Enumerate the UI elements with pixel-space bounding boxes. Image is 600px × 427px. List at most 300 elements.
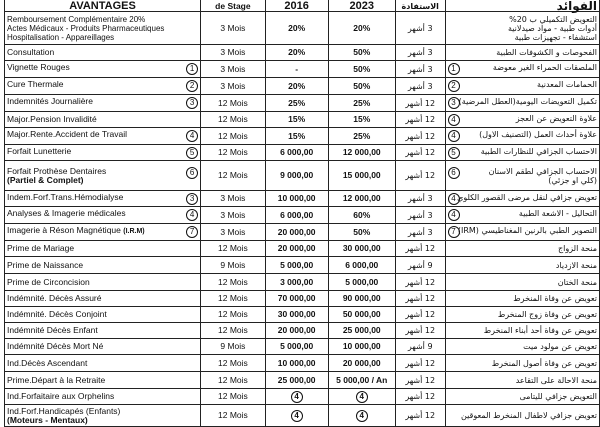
benefit-label-ar: تعويض عن وفاة أصول المنخرط — [491, 358, 597, 368]
stage-value-ar: 12 أشهر — [405, 411, 436, 420]
benefit-name-fr — [5, 12, 201, 45]
benefit-name-ar — [445, 339, 600, 355]
benefit-label-fr: Indémnité. Décès Conjoint — [7, 309, 107, 319]
benefit-name-fr — [5, 45, 201, 61]
note-badge: 1 — [448, 63, 460, 75]
value-2016 — [265, 355, 328, 372]
stage-cell — [201, 372, 266, 389]
value-2023 — [328, 291, 395, 307]
note-badge: 5 — [186, 147, 198, 159]
value-2016 — [265, 241, 328, 257]
note-badge: 3 — [186, 97, 198, 109]
stage-value-ar: 9 أشهر — [407, 342, 433, 351]
value-2023 — [328, 161, 395, 191]
stage-value: 12 Mois — [218, 410, 248, 420]
table-row — [5, 389, 600, 405]
note-badge: 4 — [448, 130, 460, 142]
benefit-name-fr — [5, 61, 201, 78]
value-2016-text: 20% — [288, 22, 306, 33]
stage-cell — [201, 12, 266, 45]
note-badge: 4 — [448, 114, 460, 126]
stage-cell — [201, 241, 266, 257]
benefit-line2-fr: (Moteurs - Mentaux) — [7, 414, 88, 425]
note-badge: 6 — [448, 167, 460, 179]
benefit-label-fr: Consultation — [7, 47, 55, 57]
stage-cell-ar — [395, 78, 445, 95]
value-2023-text: 60% — [353, 209, 371, 220]
stage-value-ar: 9 أشهر — [407, 260, 433, 270]
value-2016 — [265, 372, 328, 389]
benefit-name-ar — [445, 45, 600, 61]
header-2016: 2016 — [265, 0, 328, 12]
benefit-name-ar — [445, 161, 600, 191]
stage-value: 12 Mois — [218, 391, 248, 401]
benefit-line2-ar: (كلي او جزئي) — [548, 175, 597, 185]
table-row — [5, 339, 600, 355]
table-row — [5, 161, 600, 191]
stage-value-ar: 12 أشهر — [405, 277, 436, 287]
header-2023: 2023 — [328, 0, 395, 12]
value-2016-text: 3 000,00 — [280, 276, 314, 287]
benefit-sub-fr: (I.R.M) — [123, 228, 145, 235]
benefit-name-ar — [445, 78, 600, 95]
stage-value-ar: 12 أشهر — [405, 326, 436, 335]
benefit-label-ar: تكميل التعويضات اليومية(العطل المرضية) — [458, 97, 597, 106]
benefit-label-ar: الاحتساب الجزافي للنظارات الطبية — [480, 146, 597, 156]
benefit-name-fr — [5, 145, 201, 161]
note-badge: 4 — [291, 391, 303, 403]
value-2016-text: 20 000,00 — [277, 226, 316, 237]
value-2016-text: 20 000,00 — [277, 243, 316, 253]
stage-value-ar: 3 أشهر — [407, 64, 433, 74]
benefit-label-fr: Indemnités Journalière — [7, 96, 93, 106]
value-2016-text: 5 000,00 — [280, 341, 314, 351]
value-2016-text: 10 000,00 — [277, 357, 316, 368]
stage-cell — [201, 112, 266, 128]
header-fawaid: الفوائد — [445, 0, 600, 12]
benefit-label-ar: الحمامات المعدنية — [537, 80, 597, 89]
value-2023-text: 5 000,00 / An — [336, 374, 388, 385]
stage-value-ar: 3 أشهر — [407, 81, 433, 91]
benefit-name-ar — [445, 145, 600, 161]
value-2023 — [328, 323, 395, 339]
value-2016 — [265, 274, 328, 291]
benefit-label-fr: Major.Rente.Accident de Travail — [7, 129, 128, 139]
table-row — [5, 112, 600, 128]
value-2016-text: 6 000,00 — [280, 147, 314, 157]
stage-cell-ar — [395, 307, 445, 323]
stage-value: 12 Mois — [218, 276, 248, 287]
note-badge: 4 — [448, 209, 460, 221]
benefit-label-ar: التحاليل - الاشعة الطبية — [518, 209, 597, 218]
benefit-label-fr: Prime de Circoncision — [7, 276, 90, 287]
stage-value: 12 Mois — [218, 147, 248, 157]
benefit-name-fr — [5, 291, 201, 307]
stage-cell — [201, 307, 266, 323]
value-2023 — [328, 389, 395, 405]
value-2016 — [265, 389, 328, 405]
stage-value: 3 Mois — [220, 209, 246, 220]
benefit-label-ar: تعويض عن وفاة زوج المنخرط — [497, 310, 597, 319]
stage-cell — [201, 128, 266, 145]
benefit-label-ar: منحة الازدياد — [555, 260, 597, 270]
benefit-name-fr — [5, 241, 201, 257]
value-2016 — [265, 78, 328, 95]
stage-value: 12 Mois — [218, 243, 248, 253]
table-body — [5, 0, 600, 427]
value-2016 — [265, 12, 328, 45]
benefit-label-fr: Vignette Rouges — [7, 62, 70, 72]
value-2023-text: 30 000,00 — [342, 243, 381, 253]
value-2016-text: 20 000,00 — [277, 325, 316, 335]
stage-cell — [201, 405, 266, 427]
stage-cell-ar — [395, 389, 445, 405]
value-2016 — [265, 145, 328, 161]
stage-cell-ar — [395, 45, 445, 61]
value-2016 — [265, 405, 328, 427]
stage-cell-ar — [395, 128, 445, 145]
benefit-label-ar: تعويض جزافي لاطفال المنخرط المعوقين — [461, 411, 597, 420]
benefit-label-fr: Cure Thermale — [7, 79, 64, 89]
note-badge: 4 — [356, 410, 368, 422]
stage-value: 12 Mois — [218, 374, 248, 385]
value-2016 — [265, 112, 328, 128]
benefit-name-fr — [5, 78, 201, 95]
table-row — [5, 128, 600, 145]
stage-cell — [201, 355, 266, 372]
value-2023 — [328, 61, 395, 78]
stage-cell-ar — [395, 274, 445, 291]
note-badge: 4 — [186, 130, 198, 142]
benefit-label-ar: منحة الاحالة على التقاعد — [515, 375, 597, 385]
stage-value: 12 Mois — [218, 170, 248, 180]
stage-cell-ar — [395, 323, 445, 339]
header-istifada: الاستفادة — [395, 0, 445, 12]
benefit-label-ar: تعويض عن وفاة المنخرط — [513, 294, 597, 303]
stage-value-ar: 3 أشهر — [407, 227, 433, 237]
stage-value-ar: 12 أشهر — [405, 171, 436, 180]
value-2023 — [328, 12, 395, 45]
table-row — [5, 145, 600, 161]
value-2023 — [328, 355, 395, 372]
benefit-label-ar: الفحوصات و الكشوفات الطبية — [496, 48, 597, 57]
benefit-label-fr: Remboursement Complémentaire 20% — [7, 14, 146, 24]
value-2016 — [265, 323, 328, 339]
benefit-label-fr: Forfait Prothèse Dentaires — [7, 165, 107, 176]
stage-cell-ar — [395, 95, 445, 112]
note-badge: 2 — [448, 80, 460, 92]
value-2023 — [328, 128, 395, 145]
stage-value: 3 Mois — [220, 193, 246, 203]
value-2023 — [328, 257, 395, 274]
value-2016-text: 70 000,00 — [277, 293, 316, 303]
value-2023-text: 50% — [353, 63, 371, 74]
benefit-name-fr — [5, 257, 201, 274]
value-2016 — [265, 307, 328, 323]
stage-cell — [201, 323, 266, 339]
value-2023-text: 50% — [353, 80, 371, 91]
benefit-name-ar — [445, 95, 600, 112]
stage-cell — [201, 339, 266, 355]
benefit-name-ar — [445, 372, 600, 389]
value-2016-text: 20% — [288, 80, 306, 91]
benefit-label-ar: تعويض جزافي لنقل مرضى القصور الكلوي — [457, 192, 597, 202]
stage-cell — [201, 274, 266, 291]
stage-cell — [201, 257, 266, 274]
value-2023-text: 5 000,00 — [345, 276, 379, 287]
note-badge: 5 — [448, 147, 460, 159]
benefit-label-fr: Prime.Départ à la Retraite — [7, 374, 106, 385]
table-row — [5, 12, 600, 45]
note-badge: 1 — [186, 63, 198, 75]
value-2023-text: 90 000,00 — [342, 293, 381, 303]
benefit-label-fr: Ind.Décès Ascendant — [7, 357, 88, 368]
stage-value-ar: 12 أشهر — [405, 375, 436, 385]
value-2016-text: 5 000,00 — [280, 259, 314, 270]
header-avantages: AVANTAGES — [5, 0, 201, 12]
stage-cell-ar — [395, 339, 445, 355]
value-2023 — [328, 45, 395, 61]
value-2023-text: 20% — [353, 22, 371, 33]
benefit-line2-ar: أدوات طبية - مواد صيدلانية — [507, 23, 597, 33]
benefit-label-ar: التصوير الطبي بالرنين المغناطيسي (IRM) — [457, 226, 597, 235]
value-2016 — [265, 61, 328, 78]
benefit-name-fr — [5, 307, 201, 323]
benefit-name-fr — [5, 339, 201, 355]
stage-value-ar: 12 أشهر — [405, 294, 436, 303]
stage-value-ar: 12 أشهر — [405, 98, 436, 108]
note-badge: 2 — [186, 80, 198, 92]
value-2016 — [265, 207, 328, 224]
value-2023 — [328, 95, 395, 112]
benefit-name-ar — [445, 61, 600, 78]
value-2023 — [328, 191, 395, 207]
note-badge: 4 — [448, 193, 460, 205]
benefit-line3-fr: Hospitalisation - Appareillages — [7, 32, 115, 42]
stage-cell-ar — [395, 112, 445, 128]
stage-cell-ar — [395, 405, 445, 427]
table-row — [5, 257, 600, 274]
value-2023 — [328, 372, 395, 389]
stage-cell-ar — [395, 355, 445, 372]
note-badge: 7 — [448, 226, 460, 238]
benefit-label-fr: Prime de Naissance — [7, 259, 84, 270]
stage-value: 3 Mois — [220, 226, 246, 237]
benefit-line2-fr: (Partiel & Complet) — [7, 174, 84, 185]
benefit-label-ar: منحة الزواج — [557, 244, 597, 253]
stage-value-ar: 12 أشهر — [405, 115, 436, 124]
benefit-name-fr — [5, 274, 201, 291]
value-2023-text: 25% — [353, 97, 371, 108]
benefit-name-ar — [445, 274, 600, 291]
benefit-name-fr — [5, 207, 201, 224]
benefit-name-ar — [445, 224, 600, 241]
table-row — [5, 191, 600, 207]
benefit-line2-fr: Actes Médicaux - Produits Pharmaceutiques — [7, 23, 165, 33]
benefit-name-ar — [445, 389, 600, 405]
benefit-label-ar: الاحتساب الجزافي لطقم الاسنان — [488, 166, 597, 176]
header-row — [5, 0, 600, 12]
value-2023 — [328, 339, 395, 355]
value-2016-text: - — [295, 63, 299, 74]
benefit-name-fr — [5, 128, 201, 145]
stage-cell — [201, 61, 266, 78]
stage-value-ar: 12 أشهر — [405, 358, 436, 368]
value-2023 — [328, 405, 395, 427]
stage-cell-ar — [395, 161, 445, 191]
benefit-label-fr: Indémnité Décès Enfant — [7, 325, 98, 335]
benefit-label-fr: Indémnité Décès Mort Né — [7, 341, 104, 351]
benefit-name-ar — [445, 241, 600, 257]
benefit-name-ar — [445, 128, 600, 145]
note-badge: 4 — [186, 209, 198, 221]
value-2023-text: 50 000,00 — [342, 309, 381, 319]
value-2016 — [265, 291, 328, 307]
benefit-label-fr: Ind.Forfaitaire aux Orphelins — [7, 391, 115, 401]
value-2016-text: 30 000,00 — [277, 309, 316, 319]
stage-value-ar: 3 أشهر — [407, 23, 433, 33]
table-row — [5, 355, 600, 372]
value-2023-text: 25 000,00 — [342, 325, 381, 335]
stage-value: 9 Mois — [220, 259, 246, 270]
benefit-name-ar — [445, 207, 600, 224]
stage-cell-ar — [395, 145, 445, 161]
benefit-label-fr: Major.Pension Invalidité — [7, 114, 97, 124]
stage-cell — [201, 95, 266, 112]
value-2023 — [328, 145, 395, 161]
benefit-label-fr: Prime de Mariage — [7, 243, 75, 253]
stage-value-ar: 12 أشهر — [405, 392, 436, 401]
stage-value-ar: 3 أشهر — [407, 210, 433, 220]
stage-value: 3 Mois — [220, 80, 246, 91]
value-2016-text: 20% — [288, 47, 306, 57]
value-2016-text: 15% — [288, 130, 306, 141]
benefit-line3-ar: استشفاء - تجهيزات طبية — [514, 32, 597, 42]
stage-cell-ar — [395, 291, 445, 307]
value-2023-text: 6 000,00 — [345, 259, 379, 270]
value-2016-text: 10 000,00 — [277, 193, 316, 203]
table-row — [5, 405, 600, 427]
value-2023 — [328, 307, 395, 323]
table-row — [5, 95, 600, 112]
stage-cell — [201, 207, 266, 224]
benefit-name-ar — [445, 112, 600, 128]
value-2016 — [265, 45, 328, 61]
benefit-name-ar — [445, 405, 600, 427]
stage-value: 9 Mois — [220, 341, 246, 351]
value-2023-text: 20 000,00 — [342, 357, 381, 368]
stage-cell — [201, 224, 266, 241]
stage-value-ar: 12 أشهر — [405, 310, 436, 319]
note-badge: 3 — [448, 97, 460, 109]
stage-cell — [201, 291, 266, 307]
stage-cell-ar — [395, 12, 445, 45]
benefit-label-fr: Indem.Forf.Trans.Hémodialyse — [7, 191, 124, 202]
stage-value: 12 Mois — [218, 325, 248, 335]
benefit-name-fr — [5, 355, 201, 372]
benefit-name-fr — [5, 161, 201, 191]
value-2016 — [265, 161, 328, 191]
value-2023 — [328, 207, 395, 224]
stage-cell — [201, 191, 266, 207]
stage-value-ar: 12 أشهر — [405, 244, 436, 253]
stage-value: 3 Mois — [220, 47, 246, 57]
stage-cell-ar — [395, 257, 445, 274]
benefit-label-ar: تعويض عن وفاة أحد أبناء المنخرط — [483, 326, 597, 335]
table-row — [5, 241, 600, 257]
note-badge: 4 — [291, 410, 303, 422]
stage-value-ar: 12 أشهر — [405, 131, 436, 141]
header-stage: de Stage — [201, 0, 266, 12]
stage-value-ar: 3 أشهر — [407, 194, 433, 203]
stage-value: 12 Mois — [218, 114, 248, 124]
table-row — [5, 78, 600, 95]
stage-cell — [201, 45, 266, 61]
table-row — [5, 274, 600, 291]
note-badge: 7 — [186, 226, 198, 238]
stage-cell — [201, 389, 266, 405]
value-2016 — [265, 128, 328, 145]
note-badge: 4 — [356, 391, 368, 403]
value-2016-text: 9 000,00 — [280, 170, 314, 180]
table-row — [5, 45, 600, 61]
value-2023 — [328, 241, 395, 257]
note-badge: 3 — [186, 193, 198, 205]
benefit-label-ar: الملصقات الحمراء الغير معوضة — [492, 63, 597, 72]
benefit-label-fr: Analyses & Imagerie médicales — [7, 208, 126, 218]
benefit-name-ar — [445, 291, 600, 307]
value-2023 — [328, 78, 395, 95]
stage-value: 12 Mois — [218, 97, 248, 108]
benefit-name-fr — [5, 112, 201, 128]
stage-value: 3 Mois — [220, 22, 246, 33]
benefit-label-fr: Imagerie à Réson Magnétique — [7, 225, 121, 235]
stage-cell-ar — [395, 224, 445, 241]
stage-value: 12 Mois — [218, 309, 248, 319]
benefit-label-fr: Indémnité. Décès Assuré — [7, 293, 102, 303]
stage-cell-ar — [395, 207, 445, 224]
value-2016-text: 6 000,00 — [280, 209, 314, 220]
value-2016-text: 15% — [288, 114, 306, 124]
table-row — [5, 61, 600, 78]
stage-value-ar: 3 أشهر — [407, 48, 433, 57]
stage-cell-ar — [395, 191, 445, 207]
benefit-label-ar: منحة الختان — [557, 277, 597, 287]
stage-value-ar: 12 أشهر — [405, 148, 436, 157]
stage-cell — [201, 161, 266, 191]
value-2023 — [328, 112, 395, 128]
benefit-name-ar — [445, 191, 600, 207]
value-2023-text: 25% — [353, 130, 371, 141]
benefit-name-ar — [445, 12, 600, 45]
benefit-name-fr — [5, 405, 201, 427]
value-2016 — [265, 257, 328, 274]
benefit-label-fr: Forfait Lunetterie — [7, 145, 72, 156]
benefit-label-fr: Ind.Forf.Handicapés (Enfants) — [7, 405, 121, 416]
value-2016 — [265, 191, 328, 207]
benefit-label-ar: التعويض التكميلي ب 20% — [509, 14, 597, 24]
value-2016 — [265, 339, 328, 355]
benefit-label-ar: تعويض عن مولود ميت — [523, 342, 597, 351]
stage-value: 12 Mois — [218, 293, 248, 303]
benefit-name-fr — [5, 389, 201, 405]
stage-cell-ar — [395, 61, 445, 78]
table-row — [5, 307, 600, 323]
value-2016 — [265, 95, 328, 112]
benefits-table — [4, 0, 600, 427]
value-2023-text: 12 000,00 — [342, 147, 381, 157]
stage-cell-ar — [395, 372, 445, 389]
